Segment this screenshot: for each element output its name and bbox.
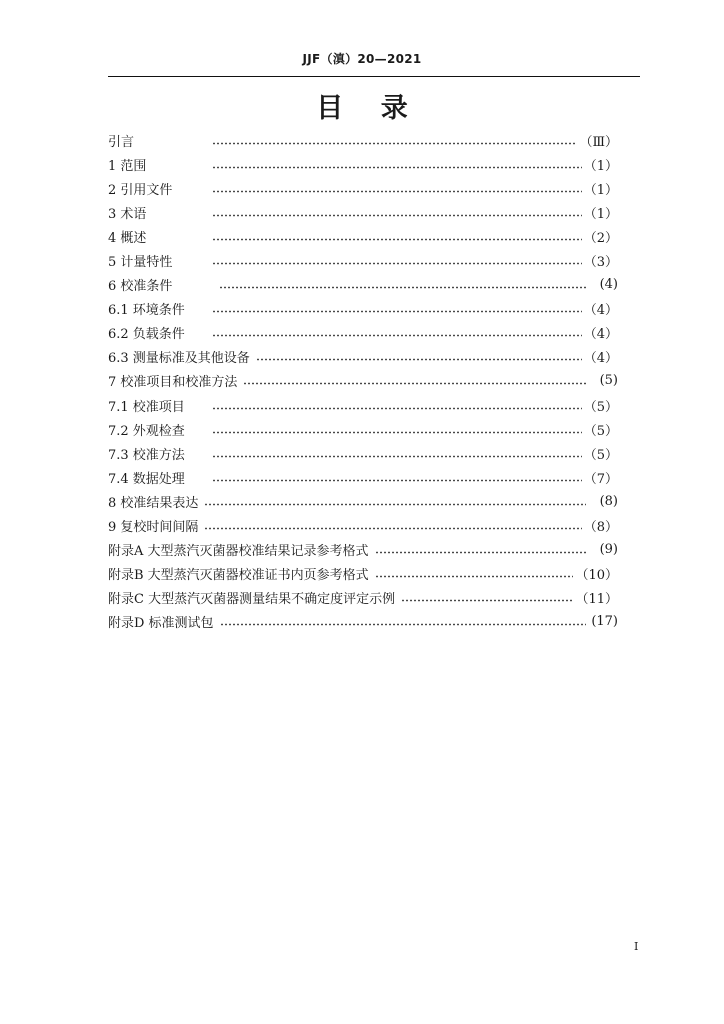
toc-entry-page: （4）	[583, 327, 618, 343]
dot-leader	[375, 547, 586, 559]
toc-entry-page: （5）	[583, 447, 618, 463]
toc-entry-6-2[interactable]	[108, 321, 618, 345]
toc-entry-page: （10）	[575, 568, 618, 584]
dot-leader	[375, 571, 574, 583]
dot-leader	[212, 185, 582, 197]
toc-entry-page: （3）	[583, 255, 618, 271]
toc-entry-5[interactable]	[108, 248, 618, 272]
dot-leader	[256, 354, 582, 366]
toc-entry-7-2[interactable]	[108, 417, 618, 441]
toc-entry-7[interactable]	[108, 369, 618, 393]
dot-leader	[212, 402, 582, 414]
toc-entry-4[interactable]	[108, 224, 618, 248]
toc-entry-appendix-a[interactable]	[108, 538, 618, 562]
toc-entry-label: 3 术语	[108, 206, 147, 222]
dot-leader	[219, 282, 586, 294]
dot-leader	[212, 161, 582, 173]
toc-entry-7-1[interactable]	[108, 393, 618, 417]
toc-entry-page: (4)	[599, 277, 618, 293]
toc-entry-9[interactable]	[108, 514, 618, 538]
toc-entry-7-4[interactable]	[108, 465, 618, 489]
toc-entry-label: 5 计量特性	[108, 255, 173, 271]
toc-entry-page: （Ⅲ）	[579, 134, 618, 150]
toc-entry-6-1[interactable]	[108, 297, 618, 321]
toc-entry-label: 8 校准结果表达	[108, 495, 199, 511]
dot-leader	[220, 619, 586, 631]
toc-entry-6[interactable]	[108, 273, 618, 297]
toc-entry-label: 附录B 大型蒸汽灭菌器校准证书内页参考格式	[108, 568, 369, 584]
toc-entry-page: （5）	[583, 423, 618, 439]
toc-entry-1[interactable]	[108, 152, 618, 176]
dot-leader	[212, 450, 582, 462]
table-of-contents	[108, 128, 618, 634]
dot-leader	[212, 426, 582, 438]
dot-leader	[401, 595, 573, 607]
header-divider	[108, 76, 640, 77]
toc-entry-page: （4）	[583, 351, 618, 367]
toc-entry-page: （8）	[583, 520, 618, 536]
toc-entry-page: （1）	[583, 182, 618, 198]
toc-entry-label: 7.4 数据处理	[108, 471, 185, 487]
toc-entry-label: 7 校准项目和校准方法	[108, 375, 238, 391]
toc-entry-label: 附录C 大型蒸汽灭菌器测量结果不确定度评定示例	[108, 592, 396, 608]
toc-entry-label: 2 引用文件	[108, 182, 173, 198]
toc-entry-page: （1）	[583, 206, 618, 222]
toc-entry-label: 7.3 校准方法	[108, 447, 185, 463]
dot-leader	[212, 306, 582, 318]
toc-entry-label: 6.2 负载条件	[108, 327, 185, 343]
toc-entry-page: (9)	[599, 542, 618, 558]
toc-entry-6-3[interactable]	[108, 345, 618, 369]
page-title: 目 录	[316, 93, 422, 124]
toc-entry-page: (8)	[599, 493, 618, 509]
toc-entry-label: 引言	[108, 134, 135, 150]
toc-entry-label: 附录A 大型蒸汽灭菌器校准结果记录参考格式	[108, 544, 369, 560]
toc-entry-label: 9 复校时间间隔	[108, 520, 199, 536]
toc-entry-page: （7）	[583, 471, 618, 487]
toc-entry-label: 4 概述	[108, 230, 147, 246]
toc-entry-appendix-d[interactable]	[108, 610, 618, 634]
dot-leader	[212, 137, 577, 149]
toc-entry-appendix-c[interactable]	[108, 586, 618, 610]
toc-entry-page: (17)	[591, 614, 618, 630]
dot-leader	[204, 523, 581, 535]
toc-entry-2[interactable]	[108, 176, 618, 200]
toc-entry-7-3[interactable]	[108, 441, 618, 465]
toc-entry-label: 6.1 环境条件	[108, 303, 185, 319]
toc-entry-8[interactable]	[108, 489, 618, 513]
dot-leader	[212, 209, 582, 221]
toc-entry-label: 7.1 校准项目	[108, 399, 185, 415]
toc-entry-page: （2）	[583, 230, 618, 246]
dot-leader	[212, 233, 582, 245]
toc-entry-page: （4）	[583, 303, 618, 319]
toc-entry-page: （1）	[583, 158, 618, 174]
dot-leader	[243, 378, 586, 390]
dot-leader	[212, 258, 582, 270]
toc-entry-3[interactable]	[108, 200, 618, 224]
toc-entry-label: 1 范围	[108, 158, 147, 174]
toc-entry-preface[interactable]	[108, 128, 618, 152]
dot-leader	[204, 498, 586, 510]
toc-entry-label: 7.2 外观检查	[108, 423, 185, 439]
toc-entry-page: (5)	[599, 373, 618, 389]
dot-leader	[212, 474, 582, 486]
toc-entry-appendix-b[interactable]	[108, 562, 618, 586]
page-number: I	[634, 940, 639, 953]
toc-entry-page: （5）	[583, 399, 618, 415]
toc-entry-label: 6 校准条件	[108, 279, 173, 295]
toc-entry-label: 6.3 测量标准及其他设备	[108, 351, 250, 367]
document-code-header: JJF（滇）20—2021	[302, 52, 422, 66]
toc-entry-label: 附录D 标准测试包	[108, 616, 214, 632]
toc-entry-page: （11）	[575, 592, 618, 608]
dot-leader	[212, 330, 582, 342]
